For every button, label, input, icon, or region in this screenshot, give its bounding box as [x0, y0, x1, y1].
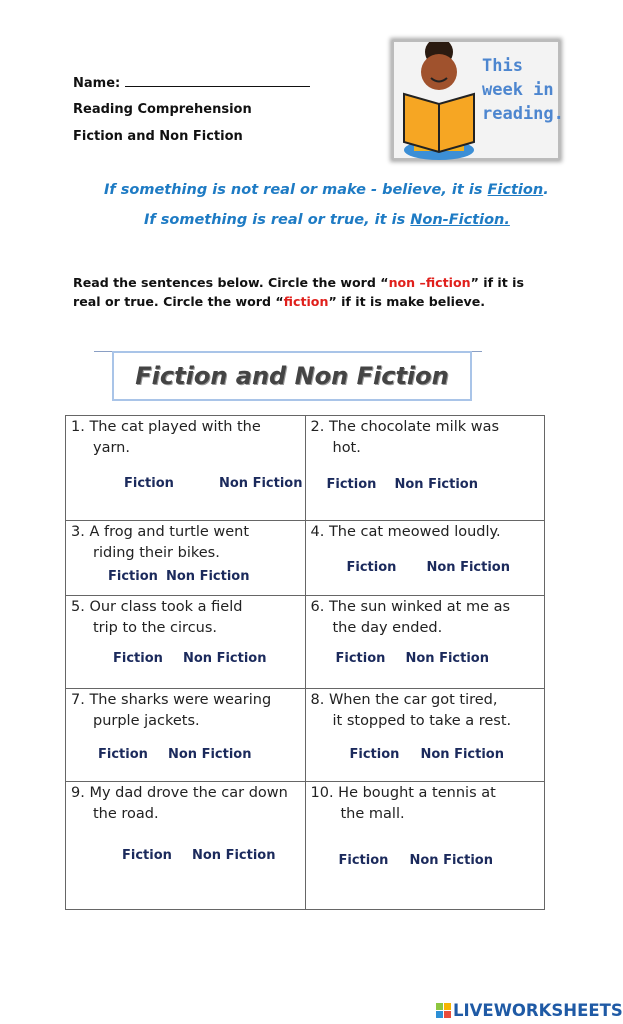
- non-fiction-option[interactable]: Non Fiction: [183, 651, 267, 666]
- sentence-line: The sun winked at me as: [328, 599, 511, 615]
- girl-reading-icon: [394, 42, 484, 160]
- topic-label: Fiction and Non Fiction: [73, 129, 243, 144]
- question-cell: [305, 596, 545, 689]
- name-blank[interactable]: [125, 75, 310, 87]
- sentence-line: yarn.: [93, 440, 130, 456]
- definition-period: .: [543, 182, 549, 198]
- non-fiction-option[interactable]: Non Fiction: [420, 747, 504, 762]
- liveworksheets-logo: [436, 1001, 623, 1020]
- definition-non-fiction: [144, 212, 510, 228]
- instructions: [73, 273, 553, 311]
- fiction-option[interactable]: Fiction: [335, 651, 386, 666]
- sentence-line: Our class took a field: [89, 599, 243, 615]
- subject-label: Reading Comprehension: [73, 102, 252, 117]
- question-sentence: [311, 783, 496, 825]
- non-fiction-option[interactable]: Non Fiction: [409, 853, 493, 868]
- fiction-option[interactable]: Fiction: [108, 569, 158, 584]
- question-sentence: [71, 597, 242, 639]
- question-cell: [66, 521, 306, 596]
- definition-fiction: [104, 182, 549, 198]
- question-sentence: [71, 522, 249, 564]
- question-cell: [305, 689, 545, 782]
- instr-highlight: fiction: [283, 294, 329, 309]
- question-cell: [66, 596, 306, 689]
- instr-text: ” if it is make believe.: [328, 294, 486, 309]
- definition-text: If something is not real or make - believe, it is: [104, 182, 488, 198]
- sentence-line: He bought a tennis at: [338, 785, 496, 801]
- question-number: 7.: [71, 692, 85, 708]
- instr-text: ” if it is real or true. Circle the word “: [73, 275, 524, 309]
- fiction-option[interactable]: Fiction: [122, 848, 172, 863]
- question-sentence: [311, 690, 512, 732]
- sentence-line: When the car got tired,: [328, 692, 498, 708]
- fiction-option[interactable]: Fiction: [346, 560, 397, 575]
- sentence-line: The cat meowed loudly.: [328, 524, 501, 540]
- question-sentence: [311, 522, 501, 543]
- question-sentence: [311, 597, 511, 639]
- fiction-term: Fiction: [487, 182, 544, 198]
- sentence-line: The chocolate milk was: [328, 419, 500, 435]
- question-number: 5.: [71, 599, 85, 615]
- non-fiction-option[interactable]: Non Fiction: [405, 651, 489, 666]
- instr-text: Read the sentences below. Circle the word “: [73, 275, 389, 290]
- sentence-line: My dad drove the car down: [89, 785, 288, 801]
- logo-text: LIVEWORKSHEETS: [453, 1001, 623, 1020]
- non-fiction-option[interactable]: Non Fiction: [192, 848, 276, 863]
- sentence-line: A frog and turtle went: [89, 524, 250, 540]
- question-number: 1.: [71, 419, 85, 435]
- fiction-option[interactable]: Fiction: [124, 476, 174, 491]
- sentence-line: The cat played with the: [89, 419, 261, 435]
- logo-icon: [436, 1003, 451, 1018]
- question-number: 3.: [71, 524, 85, 540]
- fiction-option[interactable]: Fiction: [349, 747, 400, 762]
- fiction-option[interactable]: Fiction: [98, 747, 148, 762]
- question-cell: [305, 521, 545, 596]
- picture-caption-1: This: [482, 56, 523, 76]
- non-fiction-term: Non-Fiction.: [410, 212, 510, 228]
- question-cell: [66, 689, 306, 782]
- non-fiction-option[interactable]: Non Fiction: [168, 747, 252, 762]
- sentence-line: purple jackets.: [93, 713, 200, 729]
- question-sentence: [311, 417, 500, 459]
- question-cell: [66, 782, 306, 910]
- picture-caption-3: reading.: [482, 104, 564, 124]
- fiction-option[interactable]: Fiction: [326, 477, 377, 492]
- fiction-option[interactable]: Fiction: [113, 651, 163, 666]
- question-cell: [66, 416, 306, 521]
- question-number: 6.: [310, 599, 325, 615]
- question-number: 2.: [310, 419, 325, 435]
- name-label: Name:: [73, 76, 121, 91]
- sentence-line: it stopped to take a rest.: [332, 713, 512, 729]
- question-number: 9.: [71, 785, 85, 801]
- sentence-line: The sharks were wearing: [89, 692, 272, 708]
- fiction-option[interactable]: Fiction: [338, 853, 389, 868]
- reading-girl-picture: [392, 40, 564, 160]
- question-sentence: [71, 690, 271, 732]
- non-fiction-option[interactable]: Non Fiction: [426, 560, 510, 575]
- sentence-line: the day ended.: [332, 620, 443, 636]
- name-field[interactable]: [73, 75, 310, 91]
- question-number: 4.: [310, 524, 325, 540]
- sentence-line: trip to the circus.: [93, 620, 218, 636]
- picture-caption-2: week in: [482, 80, 554, 100]
- instr-highlight: non –fiction: [388, 275, 471, 290]
- question-sentence: [71, 417, 261, 459]
- non-fiction-option[interactable]: Non Fiction: [219, 476, 303, 491]
- sentence-line: riding their bikes.: [93, 545, 220, 561]
- sentence-line: the mall.: [340, 806, 405, 822]
- questions-table: [65, 415, 545, 910]
- non-fiction-option[interactable]: Non Fiction: [394, 477, 478, 492]
- question-number: 10.: [310, 785, 334, 801]
- question-sentence: [71, 783, 288, 825]
- sentence-line: the road.: [93, 806, 159, 822]
- non-fiction-option[interactable]: Non Fiction: [166, 569, 250, 584]
- question-cell: [305, 782, 545, 910]
- worksheet-banner: Fiction and Non Fiction: [112, 351, 472, 401]
- question-number: 8.: [310, 692, 325, 708]
- question-cell: [305, 416, 545, 521]
- definition-text: If something is real or true, it is: [144, 212, 411, 228]
- sentence-line: hot.: [332, 440, 361, 456]
